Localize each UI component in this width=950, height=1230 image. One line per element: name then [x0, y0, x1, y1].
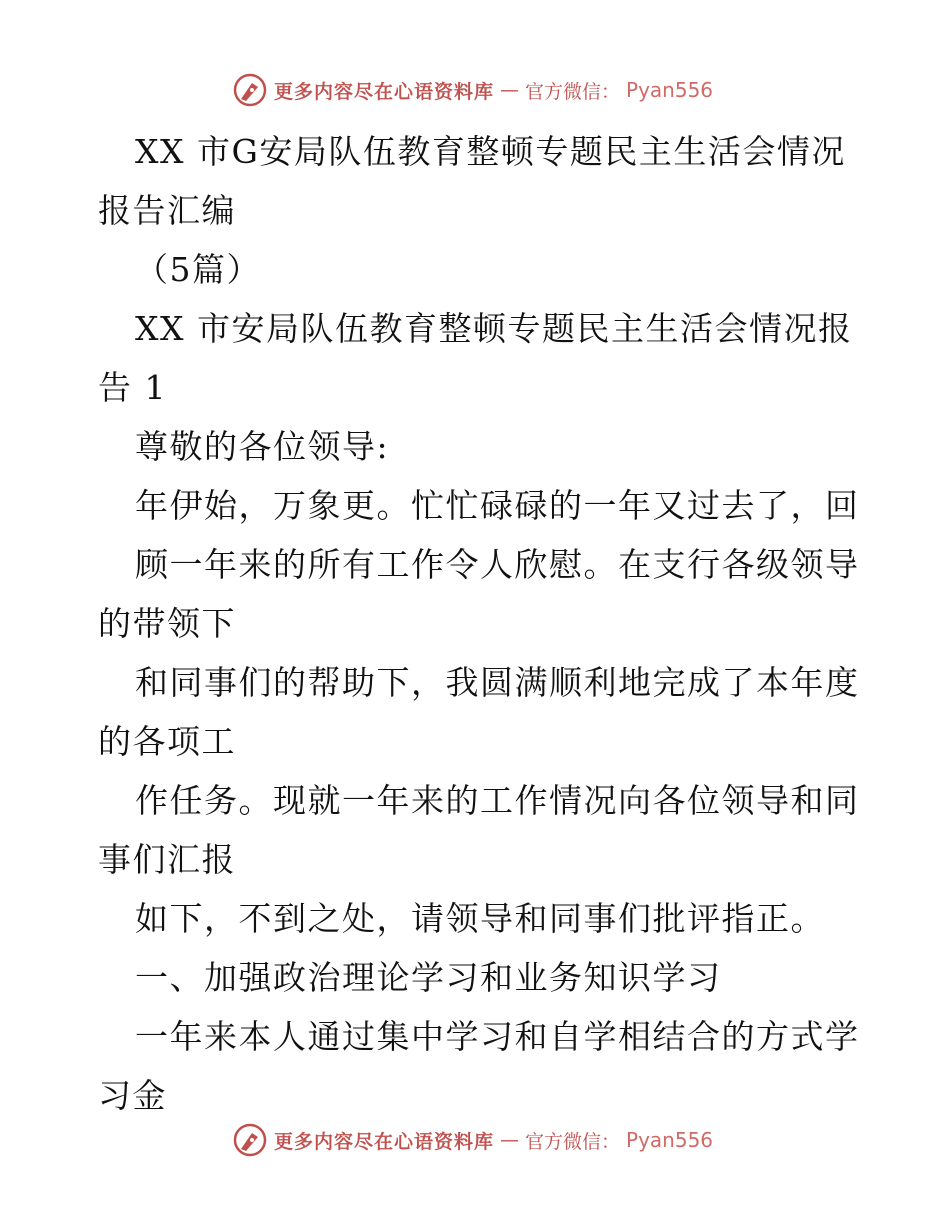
paragraph-line: 如下，不到之处，请领导和同事们批评指正。: [135, 899, 825, 938]
watermark-wechat-id: Pyan556: [626, 78, 714, 102]
heading-line: 一、加强政治理论学习和业务知识学习: [135, 958, 722, 997]
section-title-line-2: 告 1: [98, 368, 167, 407]
pen-nib-logo-icon: [232, 1122, 268, 1158]
header-watermark: [232, 70, 713, 110]
paragraph-line: 和同事们的帮助下，我圆满顺利地完成了本年度: [135, 663, 860, 702]
doc-title-line-2: 报告汇编: [98, 191, 236, 230]
doc-subtitle: （5篇）: [135, 250, 261, 289]
watermark-brand: 更多内容尽在心语资料库: [274, 1130, 495, 1153]
section-title-line-1: XX 市安局队伍教育整顿专题民主生活会情况报: [135, 309, 853, 348]
paragraph-line: 一年来本人通过集中学习和自学相结合的方式学: [135, 1017, 860, 1056]
paragraph-line: 事们汇报: [98, 840, 236, 879]
pen-nib-logo-icon: [232, 72, 268, 108]
watermark-separator: —: [500, 79, 520, 101]
salutation: 尊敬的各位领导:: [135, 427, 390, 466]
watermark-wechat-id: Pyan556: [626, 1128, 714, 1152]
paragraph-line: 的带领下: [98, 604, 236, 643]
watermark-contact: 官方微信：: [525, 1130, 621, 1153]
watermark-separator: —: [500, 1129, 520, 1151]
paragraph-line: 作任务。现就一年来的工作情况向各位领导和同: [135, 781, 860, 820]
watermark-brand: 更多内容尽在心语资料库: [274, 80, 495, 103]
paragraph-line: 习金: [98, 1076, 167, 1115]
doc-title-line-1: XX 市G安局队伍教育整顿专题民主生活会情况: [135, 132, 846, 171]
paragraph-line: 年伊始，万象更。忙忙碌碌的一年又过去了，回: [135, 486, 860, 525]
document-body: [98, 122, 858, 1125]
paragraph-line: 顾一年来的所有工作令人欣慰。在支行各级领导: [135, 545, 860, 584]
paragraph-line: 的各项工: [98, 722, 236, 761]
watermark-contact: 官方微信：: [525, 80, 621, 103]
footer-watermark: [232, 1120, 713, 1160]
